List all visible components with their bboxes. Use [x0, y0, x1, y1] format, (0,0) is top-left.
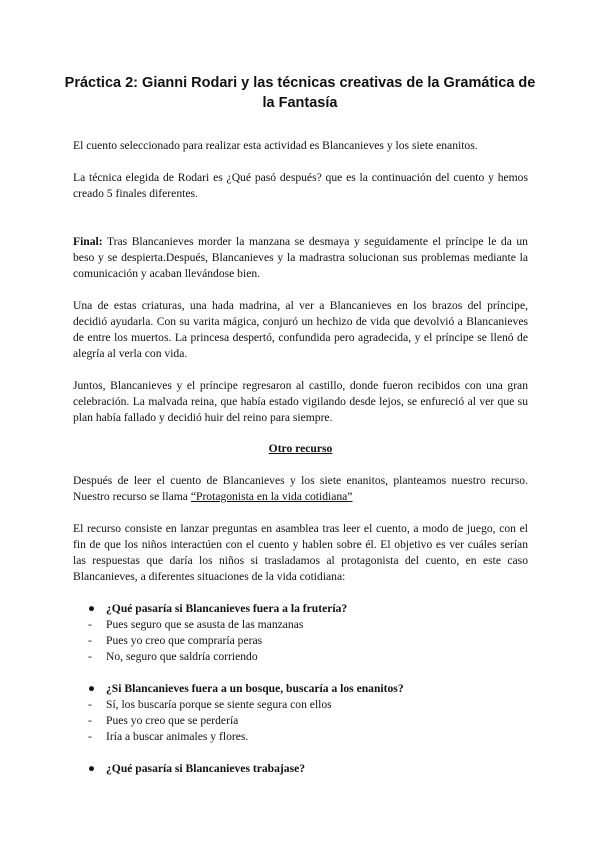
paragraph-fairy: Una de estas criaturas, una hada madrina, al ver a Blancanieves en los brazos del príncipe, decidió ayudarla. Con su varita mágica, conjuró un hechizo de vida que devolvió a Blancanieves de entre los muertos. La princesa despertó, confundida pero agradecida, y el príncipe se llenó de alegría al verla con vida. [73, 299, 528, 360]
paragraph-description: El recurso consiste en lanzar preguntas en asamblea tras leer el cuento, a modo de juego, con el fin de que los niños interactúen con el cuento y hablen sobre él. El objetivo es ver cuáles serían las respuestas que daría los niños si trasladamos al protagonista del cuento, en este caso Blancanieves, a diferentes situaciones de la vida cotidiana: [73, 522, 528, 583]
paragraph-final [73, 234, 528, 282]
final-text: Tras Blancanieves morder la manzana se desmaya y seguidamente el príncipe le da un beso y se despierta.Después, Blancanieves y la madrastra solucionan sus problemas mediante la comunicación y acaban llevándose bien. [73, 235, 528, 280]
paragraph-castle: Juntos, Blancanieves y el príncipe regresaron al castillo, donde fueron recibidos con una gran celebración. La malvada reina, que había estado vigilando desde lejos, se enfureció al ver que su plan había fallado y decidió huir del reino para siempre. [73, 379, 528, 424]
paragraph-resource [73, 473, 528, 505]
section-heading: Otro recurso [268, 442, 333, 455]
answer-item: - Pues yo creo que se perdería [88, 714, 239, 727]
question-text: ¿Si Blancanieves fuera a un bosque, buscaría a los enanitos? [106, 682, 404, 695]
final-label: Final: [73, 235, 103, 248]
question-item [88, 761, 305, 777]
resource-intro: Después de leer el cuento de Blancanieves y los siete enanitos, planteamos nuestro recurso. Nuestro recurso se llama [73, 474, 528, 503]
answer-item: - Iría a buscar animales y flores. [88, 730, 249, 743]
bullet-marker: ● [88, 602, 96, 615]
answer-list [88, 697, 332, 745]
document-title: Práctica 2: Gianni Rodari y las técnicas creativas de la Gramática de la Fantasía [64, 75, 536, 111]
answer-item: - Pues seguro que se asusta de las manzanas [88, 618, 304, 631]
answer-item: - No, seguro que saldría corriendo [88, 650, 258, 663]
resource-name: “Protagonista en la vida cotidiana” [190, 490, 353, 503]
question-item [88, 601, 347, 617]
question-text: ¿Qué pasaría si Blancanieves fuera a la frutería? [106, 602, 348, 615]
question-text: ¿Qué pasaría si Blancanieves trabajase? [106, 762, 306, 775]
paragraph-selected-story: El cuento seleccionado para realizar esta actividad es Blancanieves y los siete enanitos. [73, 139, 478, 152]
bullet-marker: ● [88, 682, 96, 695]
question-item [88, 681, 404, 697]
bullet-marker: ● [88, 762, 96, 775]
answer-item: - Pues yo creo que compraría peras [88, 634, 263, 647]
answer-list [88, 617, 303, 665]
answer-item: - Sí, los buscaría porque se siente segura con ellos [88, 698, 332, 711]
paragraph-technique: La técnica elegida de Rodari es ¿Qué pasó después? que es la continuación del cuento y hemos creado 5 finales diferentes. [73, 171, 528, 200]
